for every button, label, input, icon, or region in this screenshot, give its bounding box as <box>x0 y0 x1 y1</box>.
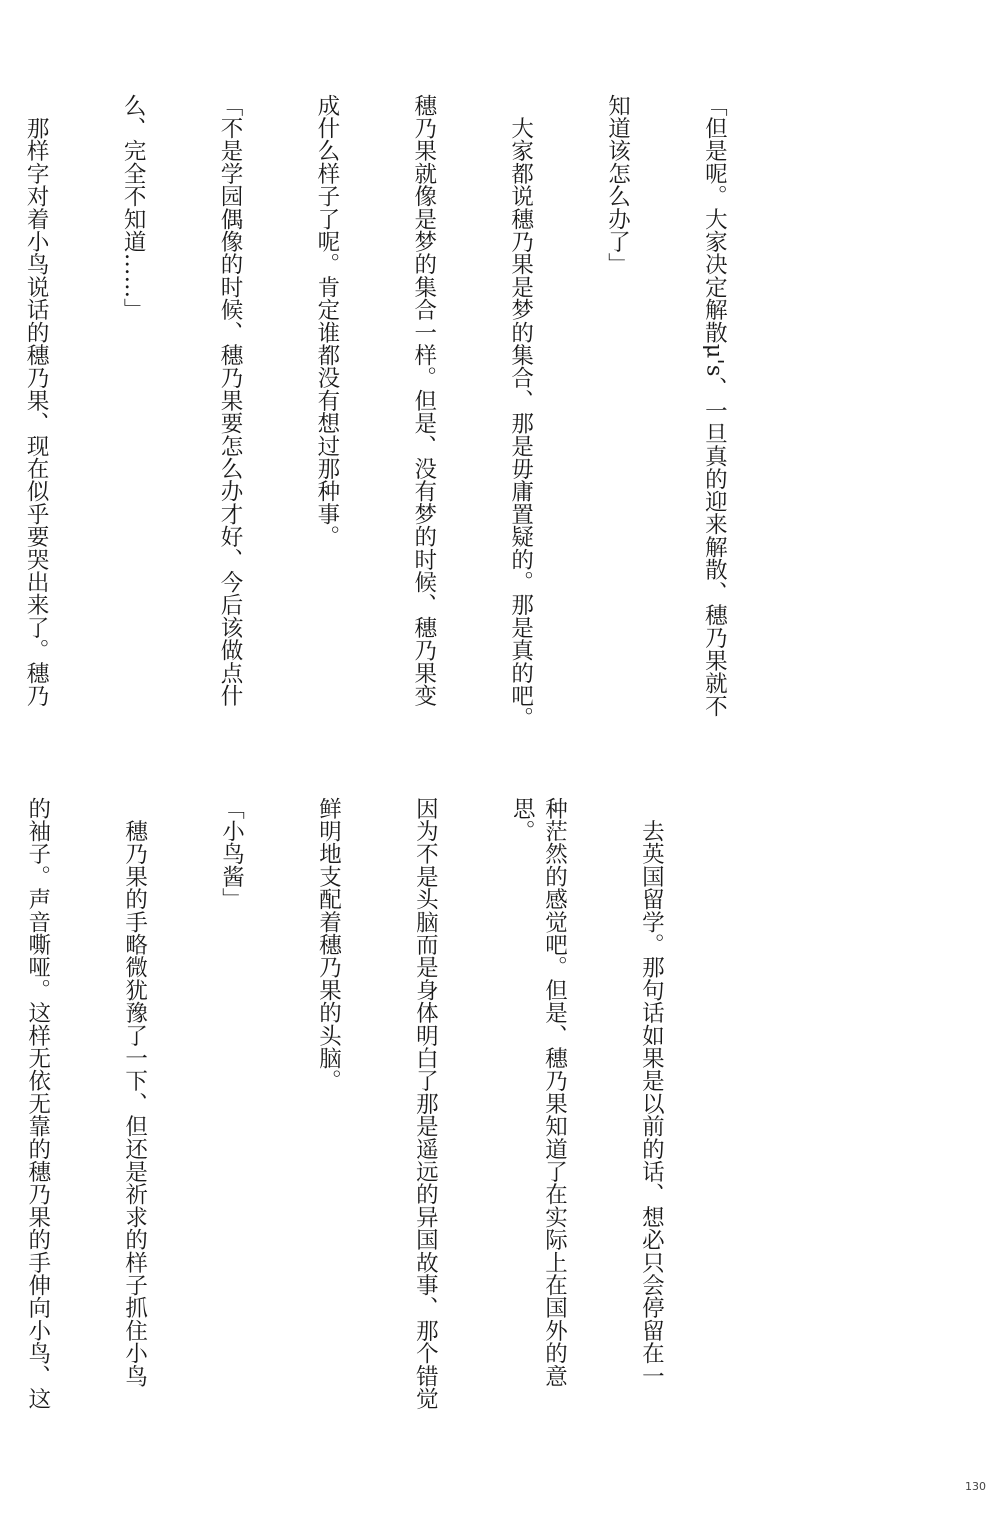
text-column: 因为不是头脑而是身体明白了那是遥远的异国故事、那个错觉 <box>412 797 439 1410</box>
text-column: 穗乃果的手略微犹豫了一下、但还是祈求的样子抓住小鸟 <box>121 797 148 1388</box>
text-column: 种茫然的感觉吧。但是、穗乃果知道了在实际上在国外的意思。 <box>509 797 568 1388</box>
text-column: 那样字对着小鸟说话的穗乃果、现在似乎要哭出来了。穗乃 <box>23 94 50 707</box>
text-column: 去英国留学。那句话如果是以前的话、想必只会停留在一 <box>638 797 665 1388</box>
text-column: 「小鸟酱」 <box>218 797 245 911</box>
text-block-lower <box>24 797 732 1417</box>
text-column: 么、完全不知道……」 <box>120 94 147 321</box>
page-number: 130 <box>965 1480 986 1493</box>
text-column: 鲜明地支配着穗乃果的头脑。 <box>315 797 342 1093</box>
text-block-upper <box>23 94 795 734</box>
text-column: 「但是呢。大家决定解散μ's、一旦真的迎来解散、穗乃果就不 <box>701 94 728 718</box>
text-column: 知道该怎么办了」 <box>604 94 631 276</box>
text-column: 穗乃果就像是梦的集合一样。但是、没有梦的时候、穗乃果变 <box>410 94 437 707</box>
text-column: 「不是学园偶像的时候、穗乃果要怎么办才好、今后该做点什 <box>216 94 243 707</box>
text-column: 的袖子。声音嘶哑。这样无依无靠的穗乃果的手伸向小鸟、这 <box>24 797 51 1410</box>
text-column: 成什么样子了呢。肯定谁都没有想过那种事。 <box>313 94 340 548</box>
text-column: 大家都说穗乃果是梦的集合、那是毋庸置疑的。那是真的吧。 <box>507 94 534 730</box>
